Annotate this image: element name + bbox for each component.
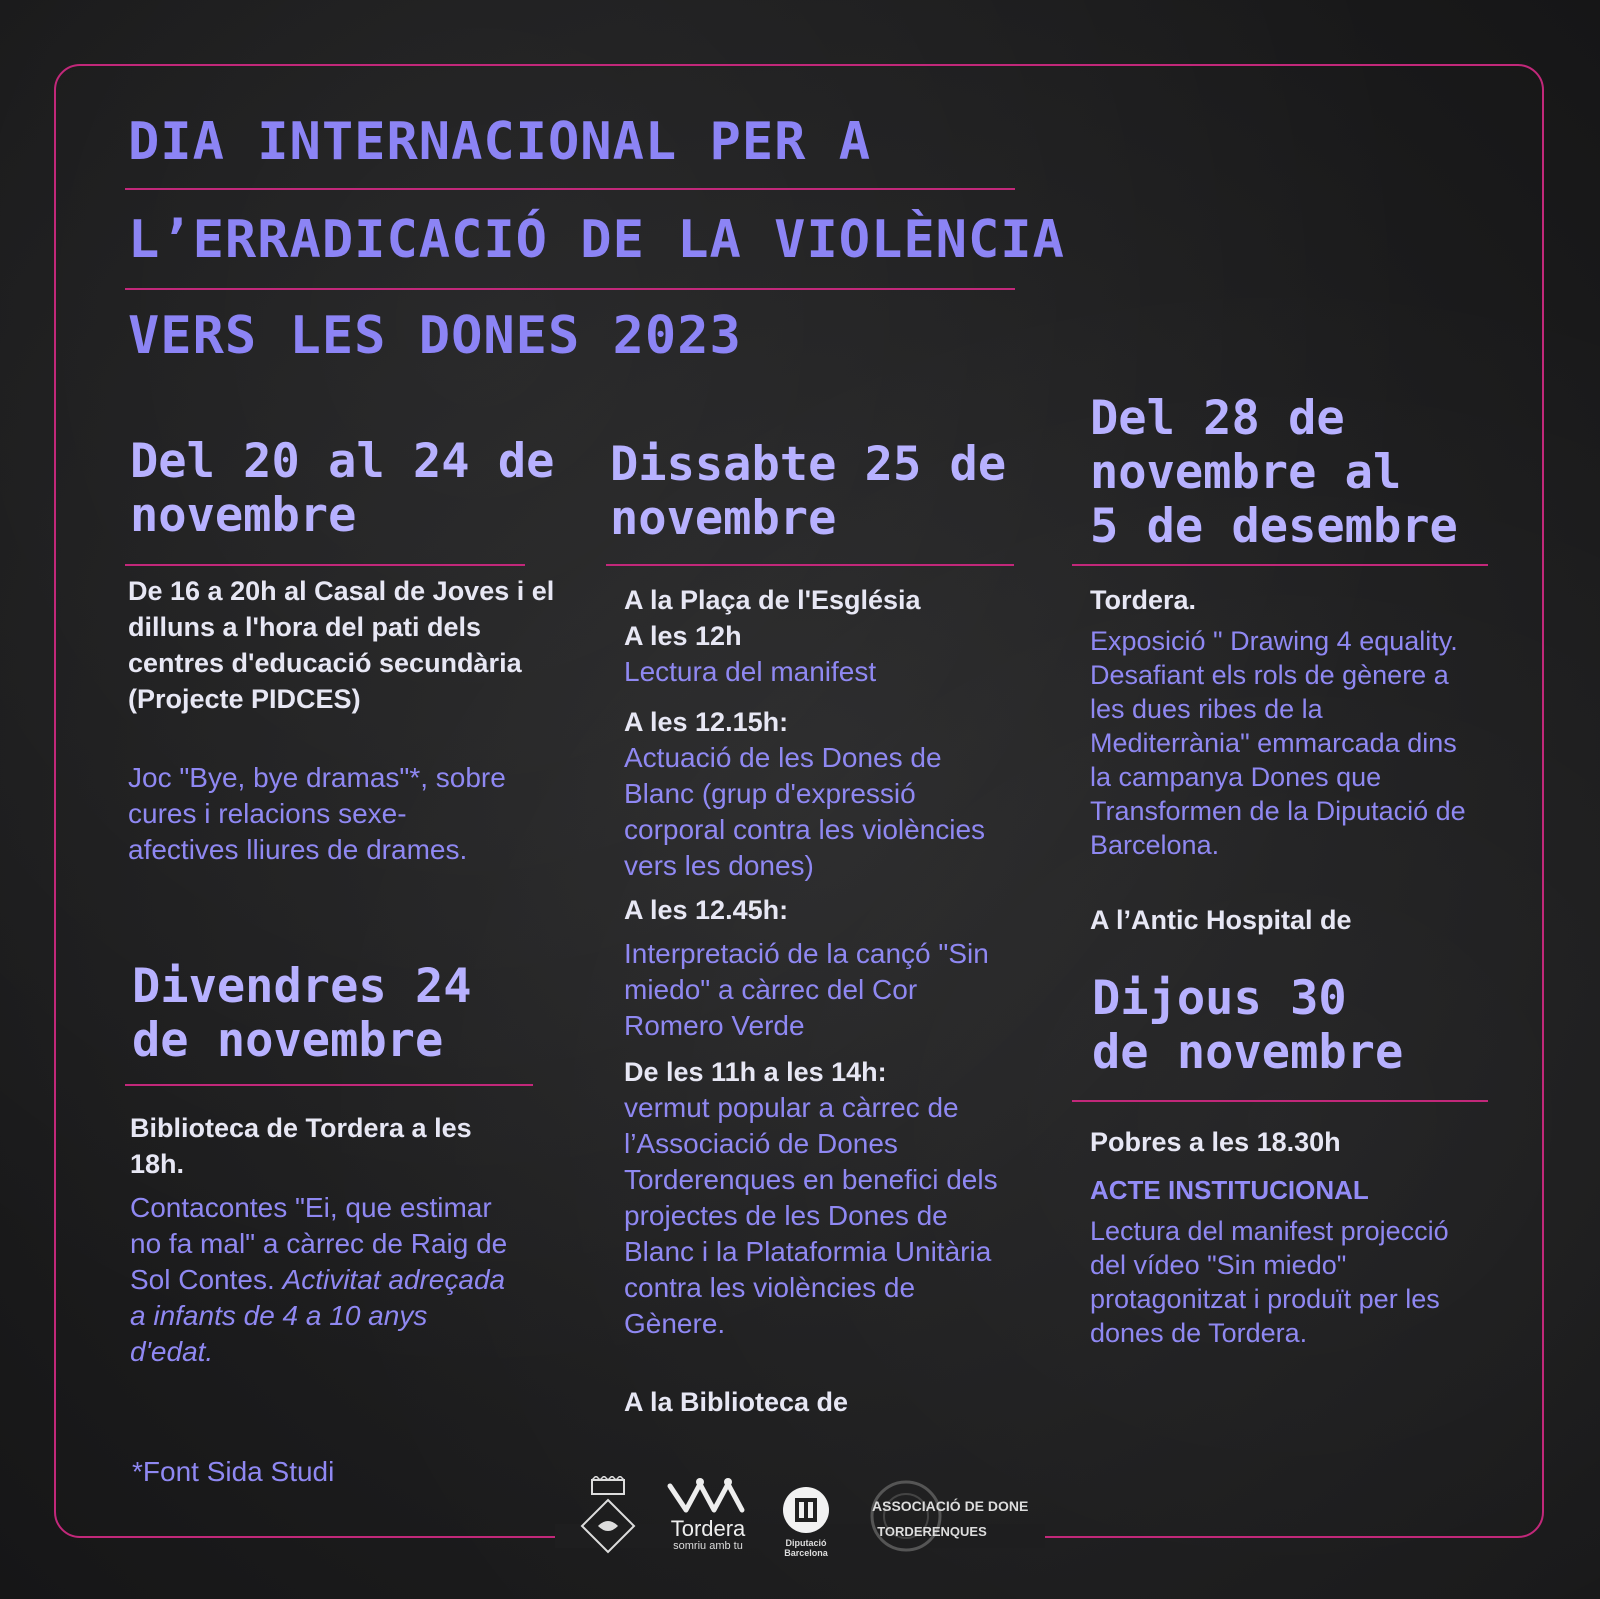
col1-heading-1 [130, 435, 554, 543]
col1-heading-2 [132, 960, 472, 1068]
col3-heading-2-line1: Dijous 30 [1092, 971, 1347, 1026]
title-line-2: L’ERRADICACIÓ DE LA VIOLÈNCIA [128, 210, 1065, 270]
col2-heading-line1: Dissabte 25 de [610, 437, 1007, 492]
col3-heading-2-line2: de novembre [1092, 1025, 1404, 1080]
col1-place-2: Biblioteca de Tordera a les 18h. [130, 1113, 472, 1179]
title-rule-2 [125, 288, 1015, 290]
title-line-1: DIA INTERNACIONAL PER A [128, 112, 872, 172]
col1-desc-2 [130, 1190, 510, 1370]
col3-rule-2 [1072, 1100, 1488, 1102]
col2-time-4: De les 11h a les 14h: [624, 1057, 887, 1087]
col1-desc-2-italic: Activitat adreçada a infants de 4 a 10 anys d'edat. [130, 1264, 506, 1367]
col1-heading-2-line1: Divendres 24 [132, 959, 472, 1014]
diputacio-text-1: Diputació [785, 1538, 827, 1548]
col1-heading-2-line2: de novembre [132, 1013, 444, 1068]
tordera-crest-logo [578, 1476, 638, 1558]
col2-act-4: vermut popular a càrrec de l’Associació de Dones Torderenques en benefici dels projectes de les Dones de Blanc i la Plataformia Unitària contra les violències de Gènere. [624, 1092, 998, 1339]
col3-heading-2 [1092, 972, 1403, 1080]
title-line-3: VERS LES DONES 2023 [128, 306, 742, 366]
tordera-somriu-logo [660, 1478, 756, 1558]
col1-heading-1-line1: Del 20 al 24 de [130, 434, 555, 489]
diputacio-logo [774, 1486, 838, 1562]
col2-time-1: A les 12h [624, 621, 742, 651]
footnote: *Font Sida Studi [132, 1456, 335, 1487]
col3-heading-1-line1: Del 28 de [1090, 391, 1345, 446]
col2-heading [610, 438, 1006, 546]
associacio-emblem-icon [868, 1478, 944, 1554]
people-icon [666, 1478, 750, 1514]
col3-place-2: Pobres a les 18.30h [1090, 1127, 1341, 1157]
col3-rule-1 [1072, 564, 1488, 566]
col1-place-1: De 16 a 20h al Casal de Joves i el dilluns a l'hora del pati dels centres d'educació secundària (Projecte PIDCES) [128, 576, 555, 714]
col1-desc-2-plain: Contacontes "Ei, que estimar no fa mal" a càrrec de Raig de Sol Contes. [130, 1192, 508, 1295]
tordera-logo-main: Tordera [670, 1516, 746, 1541]
diputacio-text-2: Barcelona [784, 1548, 828, 1558]
col3-heading-1-line2: novembre al [1090, 445, 1402, 500]
associacio-text-1: ASSOCIACIÓ DE DONE [872, 1498, 1029, 1514]
col2-act-2: Actuació de les Dones de Blanc (grup d'expressió corporal contra les violències vers les dones) [624, 742, 986, 881]
col2-place: A la Plaça de l'Església [624, 585, 921, 615]
col2-time-2: A les 12.15h: [624, 707, 789, 737]
tordera-logo-sub: somriu amb tu [673, 1540, 743, 1552]
title-rule-1 [125, 188, 1015, 190]
associacio-logo [868, 1478, 1028, 1556]
col2-act-1: Lectura del manifest [624, 656, 877, 687]
associacio-text-2: TORDERENQUES [877, 1524, 987, 1539]
col1-rule-1 [125, 564, 525, 566]
col1-desc-1: Joc "Bye, bye dramas"*, sobre cures i relacions sexe-afectives lliures de drames. [128, 762, 506, 865]
col3-accent-2: ACTE INSTITUCIONAL [1090, 1175, 1369, 1205]
diputacio-seal-icon [782, 1486, 830, 1534]
col3-desc-2: Lectura del manifest projecció del vídeo "Sin miedo" protagonitzat i produït per les dones de Tordera. [1090, 1216, 1449, 1348]
col1-rule-2 [125, 1084, 533, 1086]
col3-desc-1: Exposició " Drawing 4 equality. Desafiant els rols de gènere a les dues ribes de la Mediterrània" emmarcada dins la campanya Dones que Transformen de la Diputació de Barcelona. [1090, 626, 1466, 860]
col3-place-1: Tordera. [1090, 585, 1197, 615]
col2-act-3: Interpretació de la cançó "Sin miedo" a càrrec del Cor Romero Verde [624, 938, 989, 1041]
crest-icon [578, 1476, 638, 1558]
col1-heading-1-line2: novembre [130, 488, 357, 543]
col2-heading-line2: novembre [610, 491, 837, 546]
col3-heading-1 [1090, 392, 1458, 554]
col2-rule [606, 564, 1014, 566]
col2-tail: A la Biblioteca de [624, 1387, 849, 1417]
col2-time-3: A les 12.45h: [624, 895, 789, 925]
col3-tail-1: A l’Antic Hospital de [1090, 905, 1352, 935]
col3-heading-1-line3: 5 de desembre [1090, 499, 1458, 554]
